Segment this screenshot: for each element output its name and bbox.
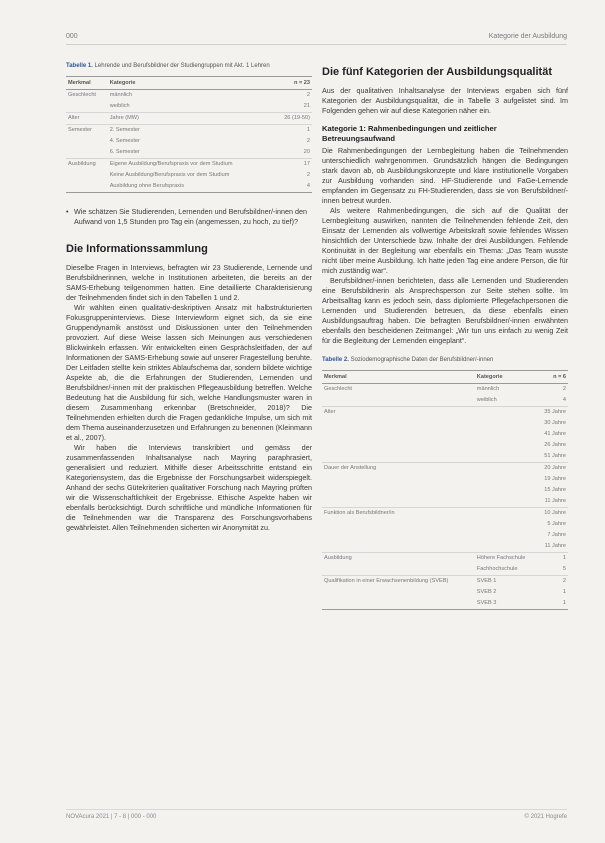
running-header: Kategorie der Ausbildung <box>488 33 567 40</box>
heading-category-1: Kategorie 1: Rahmenbedingungen und zeitlicher Betreuungsaufwand <box>322 124 497 143</box>
table-row <box>322 587 568 598</box>
cell-n: 4 <box>562 397 566 403</box>
table-row <box>322 519 568 530</box>
table-row <box>322 395 568 407</box>
cell-merkmal <box>322 541 475 553</box>
cell-kategorie <box>475 451 538 463</box>
running-page-number: 000 <box>66 33 78 40</box>
table-row <box>322 553 568 565</box>
cell-n: 2 <box>306 172 310 178</box>
cell-merkmal <box>322 587 475 598</box>
table-row <box>322 576 568 588</box>
table2-header-n: n = 6 <box>537 371 568 384</box>
cell-kategorie: weiblich <box>476 397 497 403</box>
table1-caption-text: Lehrende und Berufsbildner der Studiengruppen mit Akt. 1 Lehren <box>94 63 270 69</box>
cell-n: 1 <box>273 125 312 137</box>
cell-kategorie <box>475 541 538 553</box>
cell-n: 5 Jahre <box>547 521 566 527</box>
cell-merkmal <box>322 496 475 508</box>
cell-kategorie <box>475 496 538 508</box>
table-row <box>66 90 312 102</box>
table1-header-merkmal: Merkmal <box>66 77 108 90</box>
cell-merkmal: Funktion als Berufsbildner/in <box>322 508 475 520</box>
footer-publisher: © 2021 Hogrefe <box>524 814 567 820</box>
paragraph-info-3: Wir haben die Interviews transkribiert und gemäss der zusammenfassenden Inhaltsanalyse nach Mayring paraphrasiert, generalisiert und reduziert. Mithilfe dieser Arbeitsschritte entstand ein Kategoriensystem, das die Ergebnisse der Forschungsarbeit widerspiegelt. Anhand der sechs Gütekriterien qualitativer Forschung nach Mayring prüften wir die Wissenschaftlichkeit der Ergebnisse. Ethische Aspekte haben wir ebenfalls berücksichtigt. Durch schriftliche und mündliche Informationen für die Teilnehmenden war die Transparenz des Forschungsvorhabens gewährleistet. Allen Teilnehmenden sicherten wir Anonymität zu. <box>66 443 312 532</box>
cell-merkmal: Semester <box>66 125 108 137</box>
table-row <box>66 147 312 159</box>
heading-five-categories: Die fünf Kategorien der Ausbildungsqualität <box>322 66 552 78</box>
cell-kategorie: Jahre (MW) <box>108 113 273 125</box>
table-row <box>66 170 312 181</box>
paragraph-category-1b: Als weitere Rahmenbedingungen, die sich auf die Qualität der Lernbegleitung auswirken, nannten die Teilnehmenden fehlende Zeit, den Einsatz der Lernenden als vollwertige Arbeitskraft sowie fehlendes Wissen hinsichtlich der Unterschiede bzw. Inhalte der drei Ausbildungen. Fehlende Kontinuität in der Begleitung war ebenfalls ein Thema: „Das Team wusste nicht über meine Ausbildung. Ich hatte jeden Tag eine andere Person, die für mich zuständig war“. <box>322 206 568 275</box>
cell-merkmal: Geschlecht <box>66 90 108 102</box>
cell-merkmal <box>66 136 108 147</box>
cell-merkmal <box>322 474 475 485</box>
footer-rule <box>66 809 567 810</box>
cell-kategorie: Keine Ausbildung/Berufspraxis vor dem Studium <box>109 172 230 178</box>
cell-merkmal <box>66 147 108 159</box>
question-bullet: • Wie schätzen Sie Studierenden, Lernenden und Berufsbildner/-innen den Aufwand von 1,5 Stunden pro Tag ein (angemessen, zu hoch, zu tief)? <box>66 207 312 227</box>
table2-caption <box>322 356 568 364</box>
cell-n: 2 <box>537 384 568 396</box>
table-row <box>322 429 568 440</box>
cell-merkmal <box>322 530 475 541</box>
table1 <box>66 76 312 193</box>
table-row <box>322 451 568 463</box>
heading-informationssammlung: Die Informationssammlung <box>66 243 208 255</box>
table-row <box>66 159 312 171</box>
table-row <box>322 530 568 541</box>
table-row <box>66 113 312 125</box>
table-row <box>322 418 568 429</box>
table-row <box>322 463 568 475</box>
cell-n: 10 Jahre <box>537 508 568 520</box>
cell-n: 1 <box>537 553 568 565</box>
cell-kategorie: weiblich <box>109 103 130 109</box>
table-row <box>322 564 568 576</box>
cell-kategorie: männlich <box>475 384 538 396</box>
table-row <box>322 485 568 496</box>
cell-n: 2 <box>537 576 568 588</box>
cell-n: 1 <box>562 589 566 595</box>
cell-merkmal <box>66 101 108 113</box>
table1-caption-prefix: Tabelle 1. <box>66 63 93 69</box>
cell-merkmal <box>66 181 108 193</box>
table2-caption-text: Soziodemographische Daten der Berufsbildner/-innen <box>350 357 494 363</box>
cell-merkmal <box>322 485 475 496</box>
table-row <box>322 541 568 553</box>
cell-kategorie <box>475 474 538 485</box>
cell-n: 17 <box>273 159 312 171</box>
cell-kategorie <box>475 530 538 541</box>
cell-kategorie: männlich <box>108 90 273 102</box>
cell-merkmal <box>322 429 475 440</box>
table2-body <box>322 384 568 610</box>
cell-kategorie: 4. Semester <box>109 138 140 144</box>
cell-n: 26 Jahre <box>544 442 566 448</box>
table1-caption <box>66 62 312 70</box>
table1-header-kategorie: Kategorie <box>108 77 273 90</box>
cell-merkmal: Dauer der Anstellung <box>322 463 475 475</box>
right-column <box>322 62 568 610</box>
cell-n: 7 Jahre <box>547 532 566 538</box>
cell-merkmal: Ausbildung <box>322 553 475 565</box>
cell-kategorie: Höhere Fachschule <box>475 553 538 565</box>
cell-merkmal <box>322 564 475 576</box>
cell-kategorie <box>475 440 538 451</box>
cell-n: 4 <box>306 183 310 189</box>
paragraph-category-1a: Die Rahmenbedingungen der Lernbegleitung haben die Teilnehmenden unterschiedlich wahrgenommen. Grundsätzlich hängen die Bedingungen stark davon ab, ob Ausbildungskonzepte und klare institutionelle Vorgaben zur Ausbildung vorhanden sind. HF-Studierende und FaGe-Lernende empfanden im Gegensatz zu FH-Studierenden, dass sie von Berufsbildner/-innen betreut wurden. <box>322 146 568 205</box>
cell-n: 1 <box>562 600 566 606</box>
cell-merkmal: Ausbildung <box>66 159 108 171</box>
cell-kategorie <box>475 508 538 520</box>
paragraph-info-1: Dieselbe Fragen in Interviews, befragten wir 23 Studierende, Lernende und Berufsbildnerinnen, welche in Institutionen arbeiteten, die bereits an der SAMS-Erhebung teilgenommen hatten. Eine detaillierte Charakterisierung der Teilnehmenden findet sich in den Tabellen 1 und 2. <box>66 263 312 302</box>
table2-header-kategorie: Kategorie <box>475 371 538 384</box>
cell-kategorie: SVEB 3 <box>476 600 497 606</box>
cell-kategorie: SVEB 1 <box>475 576 538 588</box>
cell-kategorie <box>475 407 538 419</box>
cell-merkmal <box>322 418 475 429</box>
table-row <box>322 474 568 485</box>
cell-n: 20 <box>303 149 310 155</box>
cell-merkmal: Alter <box>322 407 475 419</box>
cell-kategorie <box>475 418 538 429</box>
cell-n: 11 Jahre <box>544 498 566 504</box>
cell-kategorie: Eigene Ausbildung/Berufspraxis vor dem Studium <box>108 159 273 171</box>
table-row <box>66 136 312 147</box>
cell-merkmal <box>322 395 475 407</box>
table-row <box>322 407 568 419</box>
table2 <box>322 370 568 610</box>
cell-kategorie <box>475 485 538 496</box>
cell-kategorie: 6. Semester <box>109 149 140 155</box>
cell-kategorie: 2. Semester <box>108 125 273 137</box>
cell-n: 11 Jahre <box>544 543 566 549</box>
table1-body <box>66 90 312 193</box>
cell-n: 21 <box>303 103 310 109</box>
cell-kategorie <box>475 463 538 475</box>
cell-n: 35 Jahre <box>537 407 568 419</box>
cell-n: 5 <box>562 566 566 572</box>
header-rule <box>66 44 567 45</box>
cell-merkmal <box>66 170 108 181</box>
cell-n: 26 (19-50) <box>273 113 312 125</box>
table-row <box>66 125 312 137</box>
table2-header-merkmal: Merkmal <box>322 371 475 384</box>
cell-n: 51 Jahre <box>544 453 566 459</box>
cell-kategorie: SVEB 2 <box>476 589 497 595</box>
cell-merkmal <box>322 598 475 610</box>
paragraph-info-2: Wir wählten einen qualitativ-deskriptiven Ansatz mit halbstrukturierten Fokusgruppeninterviews. Diese Interviewform eignet sich, da sie eine Gruppendynamik anstösst und Diskussionen unter den Teilnehmenden provoziert. Auf diese Weise lassen sich Meinungen aus verschiedenen Blickwinkeln erfassen. Wir entwickelten einen Gesprächsleitfaden, der auf Informationen der SAMS-Erhebung sowie auf unserer Fragestellung beruhte. Der Leitfaden stellte kein striktes Ablaufschema dar, sondern bildete wichtige Aspekte ab, die die Erfahrungen der Studierenden, Lernenden und Berufsbildner/-innen mit der praktischen Pflegeausbildung betreffen. Welche Bedeutung hat die Ausbildung für sich, welche Handlungsmuster waren in diesem Zusammenhang erkennbar (Bretschneider, 2018)? Die Teilnehmenden erhielten durch die Fragen gedankliche Impulse, um sich mit dem Thema auseinanderzusetzen und Erfahrungen zu benennen (Kleinmann et al., 2007). <box>66 303 313 442</box>
cell-kategorie <box>475 519 538 530</box>
cell-kategorie: Fachhochschule <box>476 566 518 572</box>
footer-citation: NOVAcura 2021 | 7 - 8 | 000 - 000 <box>66 814 157 820</box>
cell-kategorie: Ausbildung ohne Berufspraxis <box>109 183 185 189</box>
cell-merkmal: Alter <box>66 113 108 125</box>
cell-merkmal: Geschlecht <box>322 384 475 396</box>
cell-merkmal <box>322 440 475 451</box>
table2-caption-prefix: Tabelle 2. <box>322 357 349 363</box>
table-row <box>322 598 568 610</box>
cell-n: 30 Jahre <box>544 420 566 426</box>
table-row <box>322 508 568 520</box>
table1-header-n: n = 23 <box>273 77 312 90</box>
cell-n: 2 <box>306 138 310 144</box>
cell-merkmal: Qualifikation in einer Erwachsenenbildung (SVEB) <box>322 576 475 588</box>
table-row <box>322 384 568 396</box>
table-row <box>66 181 312 193</box>
paragraph-intro: Aus der qualitativen Inhaltsanalyse der Interviews ergaben sich fünf Kategorien der Ausbildungsqualität, die in Tabelle 3 aufgelistet sind. Im Folgenden gehen wir auf diese Kategorien näher ein. <box>322 86 568 115</box>
table-row <box>322 440 568 451</box>
cell-merkmal <box>322 451 475 463</box>
left-column <box>66 62 312 533</box>
cell-n: 2 <box>273 90 312 102</box>
cell-n: 41 Jahre <box>544 431 566 437</box>
paragraph-category-1c: Berufsbildner/-innen berichteten, dass alle Lernenden und Studierenden eine Berufsbildnerin als Ansprechsperson zur Seite stehen sollte. Im Arbeitsalltag kann es jedoch sein, dass diplomierte Pflegefachpersonen die Lernenden und Studierenden betreuen, da diese ebenfalls einen Ausbildungsauftrag haben. Die befragten Berufsbildner/-innen erwähnten ebenfalls den bescheidenen Zeitmangel: „Wir tun uns einfach zu wenig Zeit für die Begleitung der Lernenden eingeplant“. <box>322 276 568 345</box>
cell-n: 19 Jahre <box>544 476 566 482</box>
cell-kategorie <box>475 429 538 440</box>
table-row <box>66 101 312 113</box>
cell-n: 20 Jahre <box>537 463 568 475</box>
cell-n: 15 Jahre <box>544 487 566 493</box>
cell-merkmal <box>322 519 475 530</box>
table-row <box>322 496 568 508</box>
